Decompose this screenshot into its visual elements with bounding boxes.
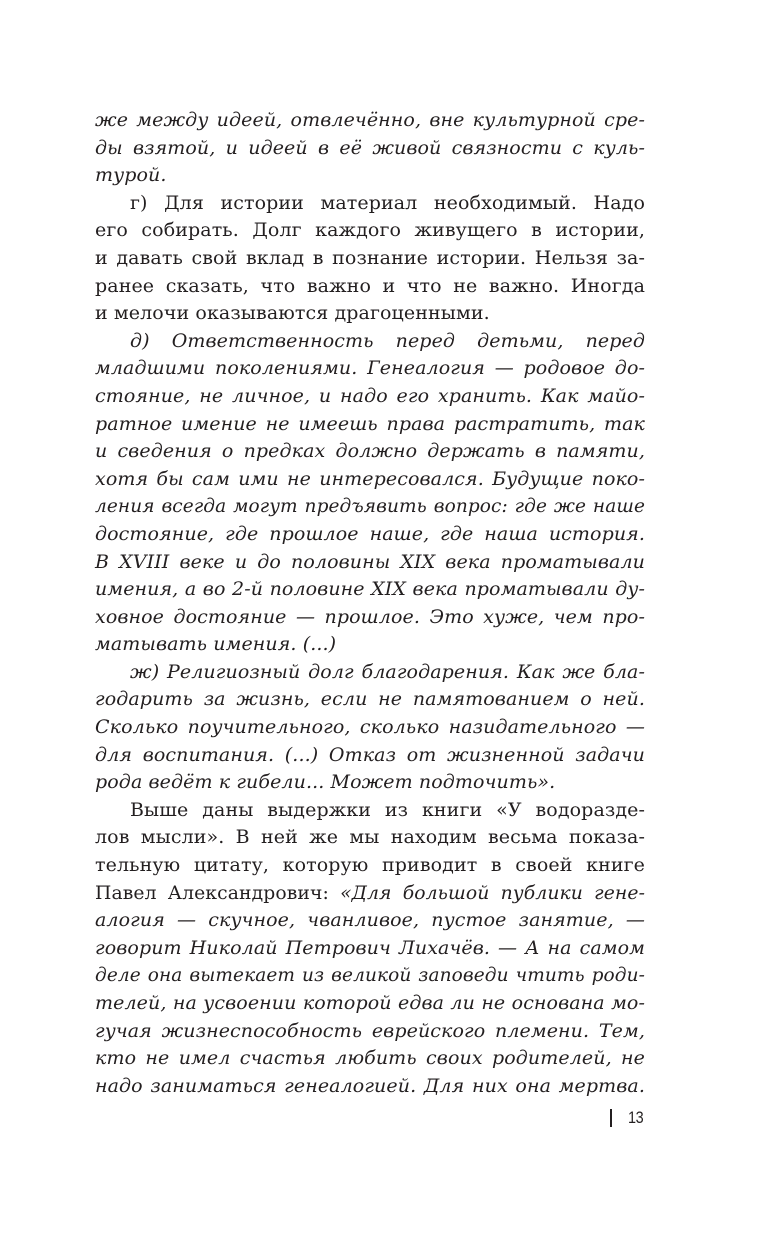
- text-line: и сведения о предках должно держать в памяти,: [95, 440, 645, 463]
- quote-italic: деле она вытекает из великой заповеди чтить роди-: [95, 965, 645, 987]
- paragraph-item-zh: [95, 659, 645, 797]
- page-footer: [610, 1106, 646, 1130]
- text-line: его собирать. Долг каждого живущего в истории,: [95, 219, 645, 242]
- paragraph-item-g: [95, 190, 645, 328]
- text-line: стояние, не личное, и надо его хранить. Как майо-: [95, 384, 645, 407]
- text-roman: Павел Александрович:: [95, 882, 341, 904]
- text-line: и мелочи оказываются драгоценными.: [95, 302, 490, 325]
- text-line: достояние, где прошлое наше, где наша история.: [95, 522, 645, 545]
- quote-italic: кто не имел счастья любить своих родителей, не: [95, 1047, 645, 1070]
- text-line: младшими поколениями. Генеалогия — родовое до-: [95, 357, 645, 380]
- text-line: [95, 880, 645, 908]
- text-line: рода ведёт к гибели... Может подточить».: [95, 771, 556, 794]
- quote-italic: надо заниматься генеалогией. Для них она мертва.: [95, 1074, 645, 1097]
- text-line: [95, 962, 645, 990]
- text-roman: лов мысли». В ней же мы находим весьма показа-: [95, 826, 645, 849]
- text-line: д) Ответственность перед детьми, перед: [130, 329, 645, 352]
- text-line: и давать свой вклад в познание истории. Нельзя за-: [95, 246, 645, 269]
- text-line: ды взятой, и идеей в её живой связности с куль-: [95, 136, 645, 159]
- text-roman: тельную цитату, которую приводит в своей книге: [95, 854, 645, 877]
- text-line: [95, 824, 645, 852]
- book-page-text: [95, 107, 645, 1100]
- text-line: матывать имения. (...): [95, 633, 337, 656]
- paragraph-item-d: [95, 328, 645, 659]
- text-roman: Выше даны выдержки из книги «У водоразде-: [130, 798, 645, 821]
- text-line: [95, 1018, 645, 1046]
- text-line: [95, 907, 645, 935]
- text-line: [95, 797, 645, 825]
- text-line: В XVIII веке и до половины XIX века проматывали: [95, 550, 645, 573]
- text-line: ления всегда могут предъявить вопрос: где же наше: [95, 496, 645, 518]
- folio-separator: [610, 1109, 612, 1127]
- quote-italic: алогия — скучное, чванливое, пустое занятие, —: [95, 909, 645, 932]
- text-line: турой.: [95, 164, 167, 187]
- text-line: для воспитания. (...) Отказ от жизненной задачи: [95, 743, 645, 766]
- text-line: ховное достояние — прошлое. Это хуже, чем про-: [95, 605, 645, 628]
- text-line: [95, 1045, 645, 1073]
- text-line: Сколько поучительного, сколько назидательного —: [95, 716, 645, 739]
- text-line: же между идеей, отвлечённо, вне культурной сре-: [95, 109, 645, 131]
- paragraph-continuation: [95, 107, 645, 190]
- paragraph-commentary: [95, 797, 645, 1101]
- quote-italic: телей, на усвоении которой едва ли не основана мо-: [95, 992, 645, 1014]
- text-line: хотя бы сам ими не интересовался. Будущие поко-: [95, 467, 645, 490]
- text-line: [95, 935, 645, 963]
- page-number: 13: [628, 1108, 644, 1127]
- text-line: [95, 1073, 645, 1101]
- text-line: годарить за жизнь, если не памятованием о ней.: [95, 688, 645, 711]
- quote-italic: говорит Николай Петрович Лихачёв. — А на самом: [95, 936, 645, 959]
- text-line: ратное имение не имеешь права растратить, так: [95, 412, 645, 435]
- quote-italic: гучая жизнеспособность еврейского племени. Тем,: [95, 1019, 645, 1042]
- text-line: [95, 990, 645, 1018]
- text-line: ж) Религиозный долг благодарения. Как же бла-: [130, 660, 645, 683]
- quote-italic: «Для большой публики гене-: [340, 882, 645, 904]
- text-line: [95, 852, 645, 880]
- text-line: ранее сказать, что важно и что не важно. Иногда: [95, 274, 645, 297]
- text-line: г) Для истории материал необходимый. Надо: [130, 191, 645, 214]
- text-line: имения, а во 2-й половине XIX века проматывали ду-: [95, 578, 645, 601]
